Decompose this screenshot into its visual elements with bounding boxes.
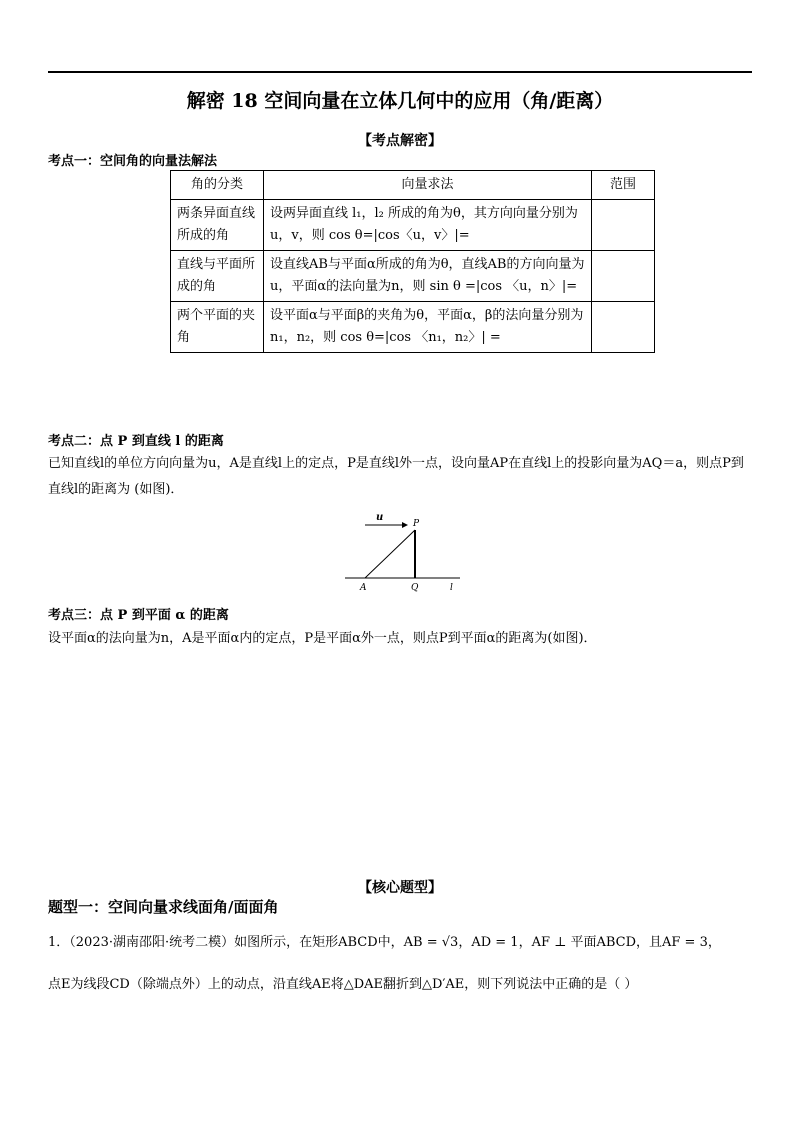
keypoint-3-text: 设平面α的法向量为n，A是平面α内的定点，P是平面α外一点，则点P到平面α的距离为(如图)． bbox=[48, 631, 597, 646]
keypoint-2-heading: 考点二：点 P 到直线 l 的距离 bbox=[48, 434, 224, 449]
point-line-distance-figure bbox=[340, 510, 470, 595]
keypoint-3-heading: 考点三：点 P 到平面 α 的距离 bbox=[48, 608, 229, 623]
section-heading-keypoints: 【考点解密】 bbox=[358, 133, 442, 149]
segment-ap bbox=[365, 530, 415, 578]
table-cell-category: 直线与平面所成的角 bbox=[171, 251, 264, 302]
table-cell-category: 两条异面直线所成的角 bbox=[171, 200, 264, 251]
table-header-row bbox=[171, 171, 655, 200]
table-cell-range bbox=[592, 302, 655, 353]
table-cell-method: 设平面α与平面β的夹角为θ，平面α，β的法向量分别为n₁，n₂，则 cos θ=|cos 〈n₁，n₂〉| = bbox=[264, 302, 592, 353]
angle-method-table bbox=[170, 170, 655, 353]
section-heading-core-types: 【核心题型】 bbox=[358, 880, 442, 896]
question-1-line-1: 1．（2023·湖南邵阳·统考二模）如图所示，在矩形ABCD中，AB = √3，AD = 1，AF ⊥ 平面ABCD，且AF = 3， bbox=[48, 935, 721, 950]
table-cell-range bbox=[592, 251, 655, 302]
label-q: Q bbox=[411, 583, 419, 593]
keypoint-1-heading: 考点一：空间角的向量法解法 bbox=[48, 154, 218, 169]
table-row bbox=[171, 302, 655, 353]
table-cell-method: 设两异面直线 l₁，l₂ 所成的角为θ，其方向向量分别为u，v，则 cos θ=|cos〈u，v〉|= bbox=[264, 200, 592, 251]
label-p: P bbox=[413, 519, 420, 529]
table-header-category: 角的分类 bbox=[171, 171, 264, 200]
label-u: u bbox=[376, 512, 384, 523]
table-row bbox=[171, 200, 655, 251]
page-title: 解密 18 空间向量在立体几何中的应用（角/距离） bbox=[186, 90, 614, 112]
table-cell-range bbox=[592, 200, 655, 251]
table-header-method: 向量求法 bbox=[264, 171, 592, 200]
table-cell-method: 设直线AB与平面α所成的角为θ，直线AB的方向向量为u，平面α的法向量为n，则 sin θ =|cos 〈u，n〉|= bbox=[264, 251, 592, 302]
table-cell-category: 两个平面的夹角 bbox=[171, 302, 264, 353]
question-type-1-heading: 题型一：空间向量求线面角/面面角 bbox=[48, 898, 279, 916]
label-l: l bbox=[450, 583, 453, 593]
keypoint-2-text: 已知直线l的单位方向向量为u，A是直线l上的定点，P是直线l外一点，设向量AP在直线l上的投影向量为AQ＝a，则点P到直线l的距离为 (如图)． bbox=[48, 456, 744, 497]
label-a: A bbox=[360, 583, 367, 593]
arrowhead-icon bbox=[402, 522, 408, 528]
question-1-line-2: 点E为线段CD（除端点外）上的动点，沿直线AE将△DAE翻折到△D′AE，则下列说法中正确的是（ ） bbox=[48, 977, 638, 992]
header-rule bbox=[48, 71, 752, 73]
table-header-range: 范围 bbox=[592, 171, 655, 200]
table-row bbox=[171, 251, 655, 302]
